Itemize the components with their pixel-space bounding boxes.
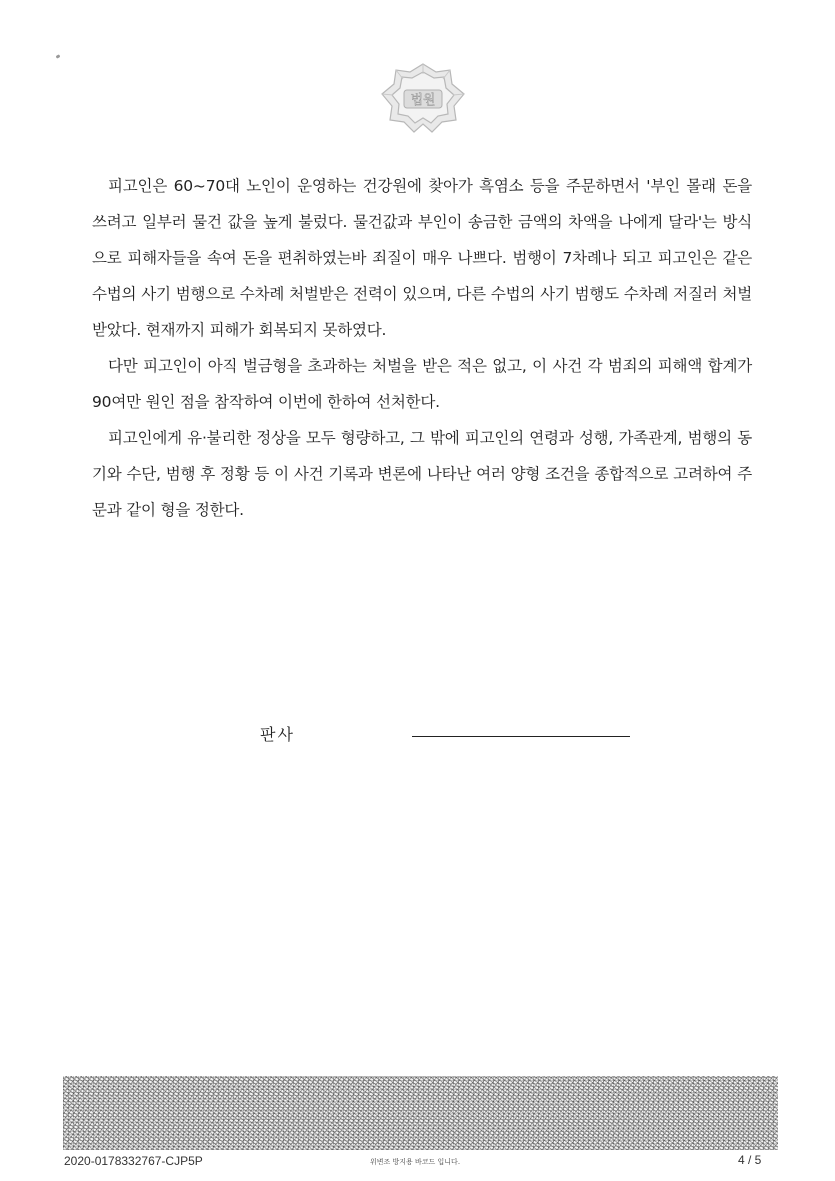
paragraph-1-text: 피고인은 60~70대 노인이 운영하는 건강원에 찾아가 흑염소 등을 주문하면서 '부인 몰래 돈을 쓰려고 일부러 물건 값을 높게 불렀다. 물건값과 부인이 송금한 금액의 차액을 나에게 달라'는 방식으로 피해자들을 속여 돈을 편취하였는바 죄질이 매우 나쁘다. 범행이 7차례나 되고 피고인은 같은 수법의 사기 범행으로 수차례 처벌받은 전력이 있으며, 다른 수법의 사기 범행도 수차례 저질러 처벌받았다. 현재까지 피해가 회복되지 못하였다.	[92, 177, 752, 339]
barcode-note: 위변조 방지용 바코드 입니다.	[370, 1158, 461, 1166]
document-id: 2020-0178332767-CJP5P	[64, 1154, 203, 1168]
judge-label: 판사	[260, 725, 295, 744]
signature-line	[412, 736, 630, 737]
paragraph-sentencing-reasons	[92, 168, 752, 348]
document-body	[92, 168, 752, 528]
anti-forgery-barcode	[63, 1076, 778, 1150]
scan-speck	[56, 54, 61, 59]
paragraph-3-text: 피고인에게 유·불리한 정상을 모두 형량하고, 그 밖에 피고인의 연령과 성행, 가족관계, 범행의 동기와 수단, 범행 후 정황 등 이 사건 기록과 변론에 나타난 여러 양형 조건을 종합적으로 고려하여 주문과 같이 형을 정한다.	[92, 429, 752, 519]
paragraph-conclusion	[92, 420, 752, 528]
paragraph-mitigation	[92, 348, 752, 420]
page-number: 4 / 5	[738, 1153, 762, 1167]
signature-block	[260, 722, 640, 752]
seal-text: 법원	[410, 93, 436, 108]
paragraph-2-text: 다만 피고인이 아직 벌금형을 초과하는 처벌을 받은 적은 없고, 이 사건 각 범죄의 피해액 합계가 90여만 원인 점을 참작하여 이번에 한하여 선처한다.	[92, 357, 752, 411]
court-seal-icon	[380, 62, 466, 134]
